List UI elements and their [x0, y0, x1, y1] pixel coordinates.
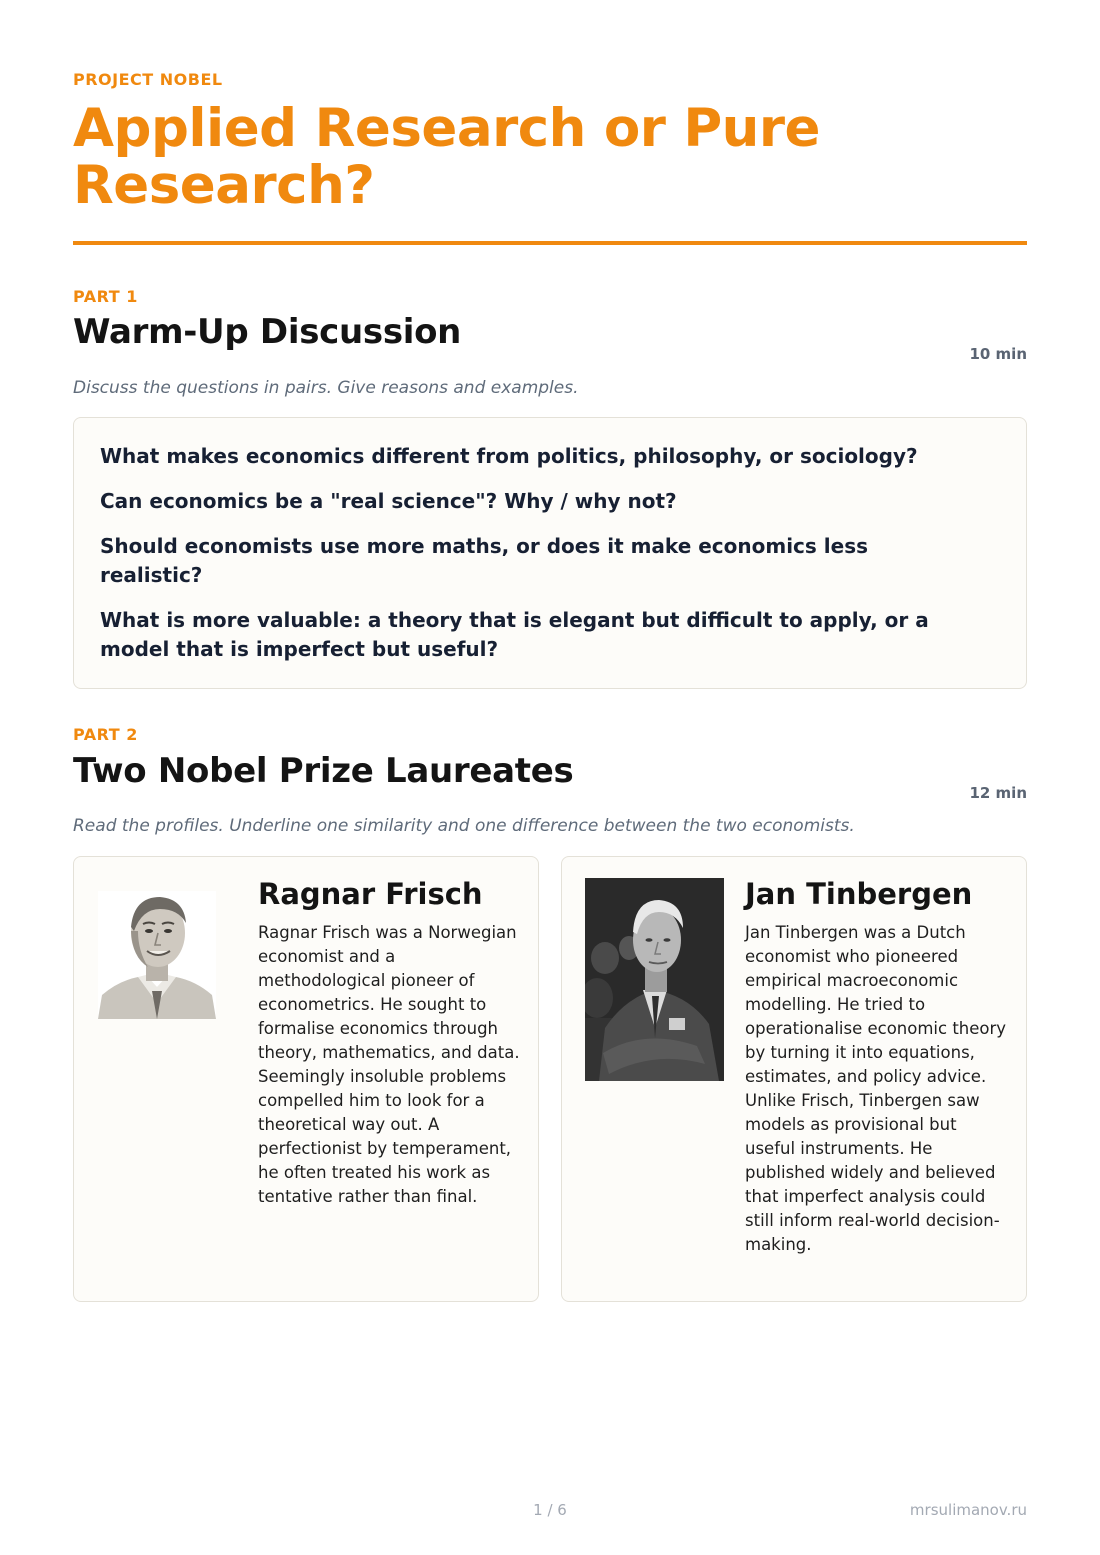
part2-eyebrow: PART 2 — [73, 725, 138, 744]
question-item: Should economists use more maths, or does it make economics less realistic? — [100, 534, 869, 587]
question-item: Can economics be a "real science"? Why / why not? — [100, 489, 677, 513]
site-url: mrsulimanov.ru — [909, 1501, 1027, 1519]
tinbergen-portrait-photo — [585, 878, 724, 1081]
discussion-questions-box — [73, 417, 1027, 689]
part1-instructions: Discuss the questions in pairs. Give reasons and examples. — [73, 378, 579, 398]
question-item: What makes economics different from politics, philosophy, or sociology? — [100, 444, 918, 468]
part2-title: Two Nobel Prize Laureates — [73, 751, 574, 791]
part2-duration: 12 min — [969, 784, 1027, 802]
part2-instructions: Read the profiles. Underline one similarity and one difference between the two economists. — [73, 816, 855, 836]
profile-bio: Jan Tinbergen was a Dutch economist who pioneered empirical macroeconomic modelling. He tried to operationalise economic theory by turning it into equations, estimates, and policy advice. Unlike Frisch, Tinbergen saw models as provisional but useful instruments. He published widely and believed that imperfect analysis could still inform real-world decision-making. — [745, 923, 1007, 1254]
profile-name: Jan Tinbergen — [745, 877, 973, 911]
project-eyebrow: PROJECT NOBEL — [73, 70, 223, 89]
page-number: 1 / 6 — [533, 1501, 567, 1519]
part1-title: Warm-Up Discussion — [73, 312, 462, 352]
question-item: What is more valuable: a theory that is elegant but difficult to apply, or a model that is imperfect but useful? — [100, 608, 929, 661]
page-title: Applied Research or Pure Research? — [73, 98, 820, 216]
profile-name: Ragnar Frisch — [258, 877, 483, 911]
title-divider — [73, 241, 1027, 245]
profile-bio: Ragnar Frisch was a Norwegian economist and a methodological pioneer of econometrics. He sought to formalise economics through theory, mathematics, and data. Seemingly insoluble problems compelled him to look for a theoretical way out. A perfectionist by temperament, he often treated his work as tentative rather than final. — [258, 923, 520, 1206]
part1-eyebrow: PART 1 — [73, 287, 138, 306]
part1-duration: 10 min — [969, 345, 1027, 363]
profile-card-tinbergen — [561, 856, 1027, 1302]
frisch-portrait-photo — [98, 891, 216, 1019]
profile-card-frisch — [73, 856, 539, 1302]
